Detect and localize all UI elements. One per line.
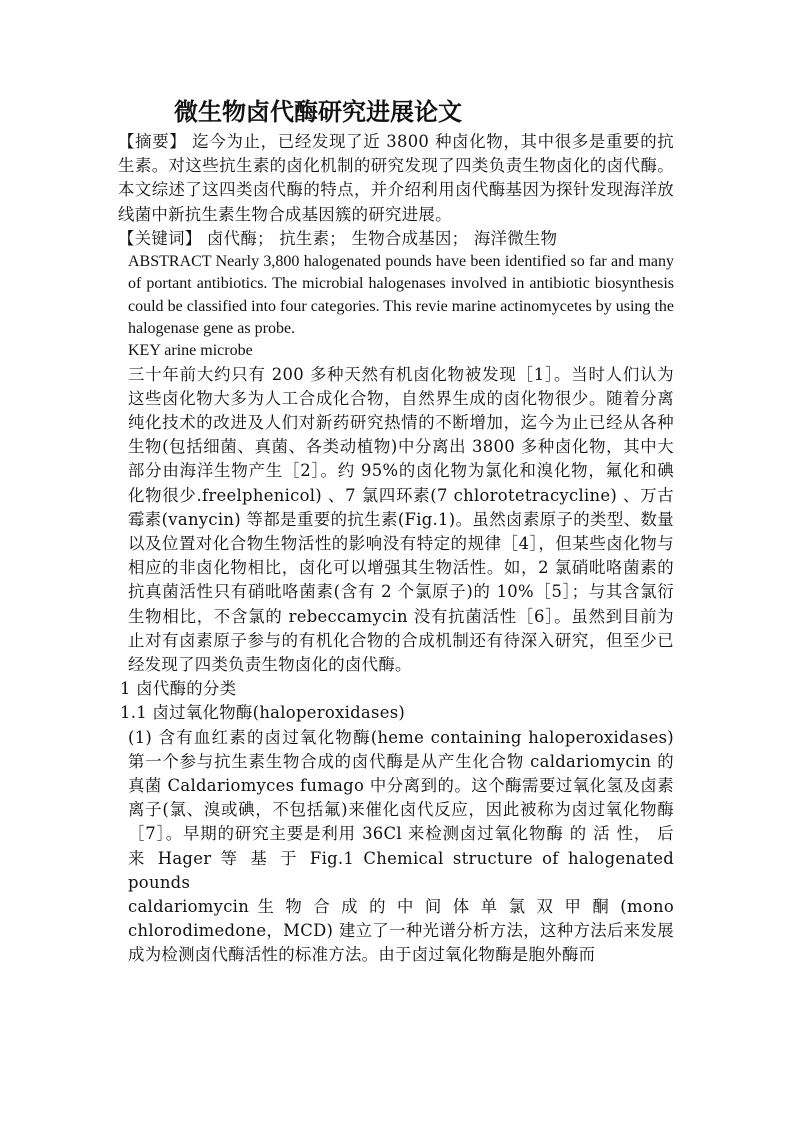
keywords-en: KEY arine microbe [128,342,253,360]
intro-paragraph: 三十年前大约只有 200 多种天然有机卤化物被发现［1］。当时人们认为这些卤化物大多为人工合成化合物，自然界生成的卤化物很少。随着分离纯化技术的改进及人们对新药研究热情的不断增加，迄今为止已经从各种生物(包括细菌、真菌、各类动植物)中分离出 3800 多种卤化物，其中大部分由海洋生物产生［2］。约 95%的卤化物为氯化和溴化物，氟化和碘化物很少.freelphenicol) 、7 氯四环素(7 chlorotetracycline) 、万古霉素(vanycin) 等都是重要的抗生素(Fig.1)。虽然卤素原子的类型、数量以及位置对化合物生物活性的影响没有特定的规律［4］，但某些卤化物与相应的非卤化物相比，卤化可以增强其生物活性。如，2 氯硝吡咯菌素的抗真菌活性只有硝吡咯菌素(含有 2 个氯原子)的 10%［5］；与其含氯衍生物相比，不含氯的 rebeccamycin 没有抗菌活性［6］。虽然到目前为止对有卤素原子参与的有机化合物的合成机制还有待深入研究，但至少已经发现了四类负责生物卤化的卤代酶。 [128,364,674,674]
keywords-cn: 【关键词】 卤代酶； 抗生素； 生物合成基因； 海洋微生物 [118,228,558,248]
paragraph-heme-haloperoxidases: (1) 含有血红素的卤过氧化物酶(heme containing haloperoxidases) 第一个参与抗生素生物合成的卤代酶是从产生化合物 caldariomycin 的真菌 Caldariomyces fumago 中分离到的。这个酶需要过氧化氢及卤素离子(氯、溴或碘，不包括氟)来催化卤代反应，因此被称为卤过氧化物酶［7］。早期的研究主要是利用 36Cl 来检测卤过氧化物酶 的 活 性， 后 来 Hager 等 基 于 Fig.1 Chemical structure of halogenated pounds [128,727,674,892]
paragraph-mcd-method: caldariomycin 生 物 合 成 的 中 间 体 单 氯 双 甲 酮 (mono chlorodimedone，MCD) 建立了一种光谱分析方法，这种方法后来发展成为检测卤代酶活性的标准方法。由于卤过氧化物酶是胞外酶而 [128,896,674,965]
document-title: 微生物卤代酶研究进展论文 [174,97,462,126]
abstract-en: ABSTRACT Nearly 3,800 halogenated pounds have been identified so far and many of portant antibiotics. The microbial halogenases involved in antibiotic biosynthesis could be classified into four categories. This revie marine actinomycetes by using the halogenase gene as probe. [128,253,674,337]
document-page [118,96,674,968]
section-heading-1: 1 卤代酶的分类 [120,679,237,699]
section-heading-1-1: 1.1 卤过氧化物酶(haloperoxidases) [120,703,406,723]
abstract-cn: 【摘要】 迄今为止，已经发现了近 3800 种卤化物，其中很多是重要的抗生素。对这些抗生素的卤化机制的研究发现了四类负责生物卤化的卤代酶。本文综述了这四类卤代酶的特点，并介绍利用卤代酶基因为探针发现海洋放线菌中新抗生素生物合成基因簇的研究进展。 [118,132,674,224]
